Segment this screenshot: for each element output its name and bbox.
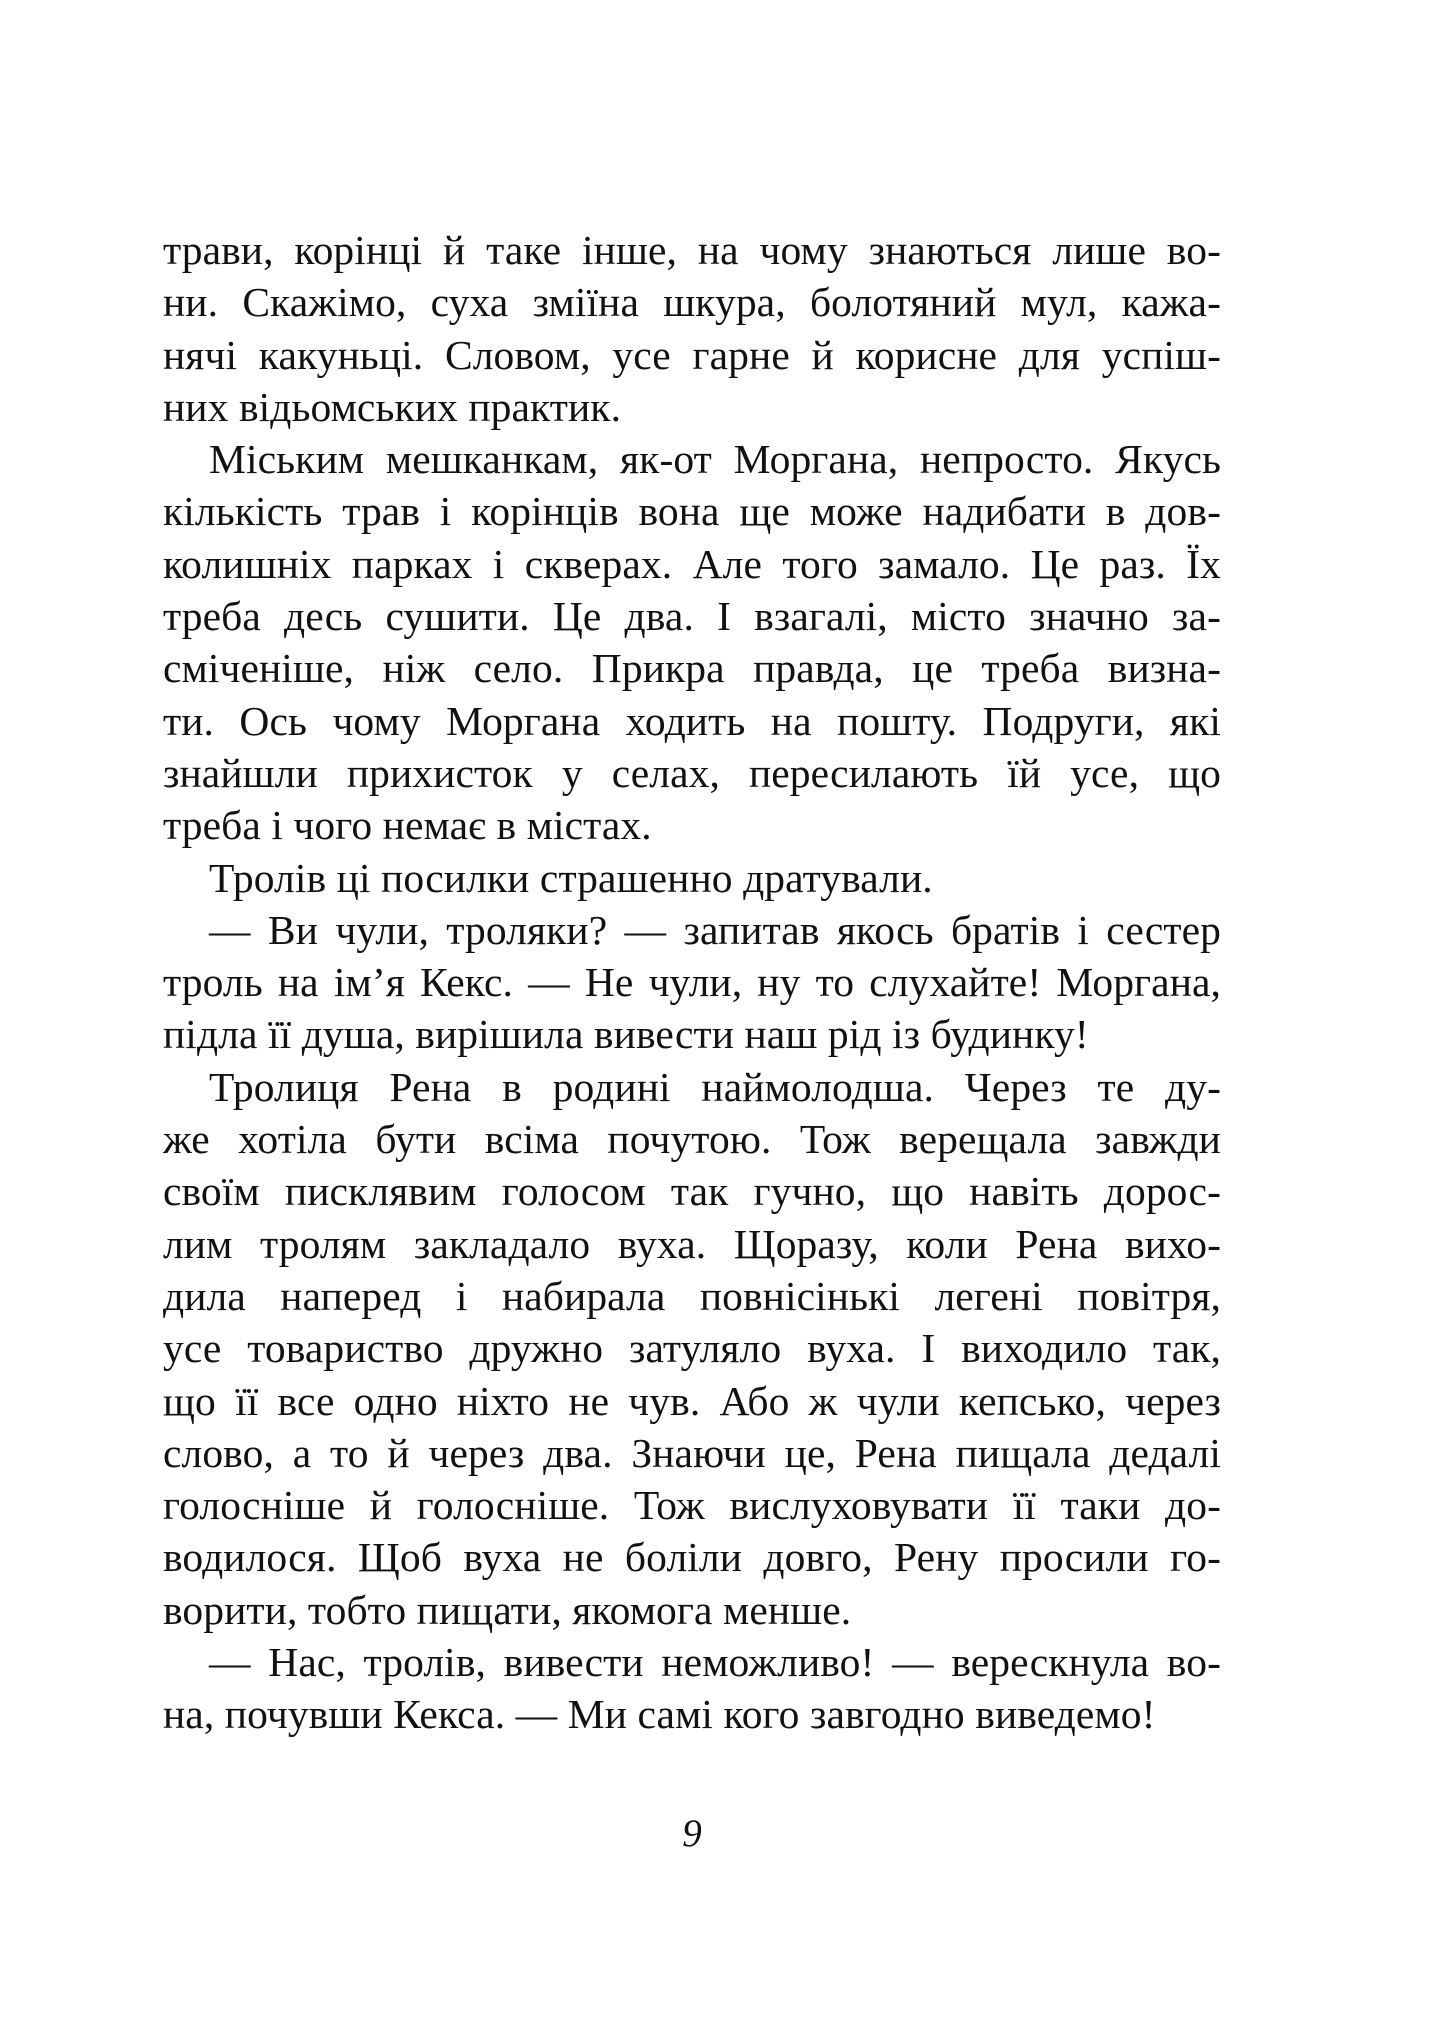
text-line: Міським мешканкам, як-от Моргана, непросто. Якусь bbox=[209, 436, 1221, 483]
text-line: лим тролям закладало вуха. Щоразу, коли Рена вихо- bbox=[163, 1220, 1221, 1267]
text-block bbox=[163, 224, 1221, 1741]
text-line: дила наперед і набирала повнісінькі легені повітря, bbox=[163, 1272, 1221, 1319]
text-line: трави, корінці й таке інше, на чому знаються лише во- bbox=[163, 227, 1221, 273]
text-line: — Нас, тролів, вивести неможливо! — верескнула во- bbox=[209, 1639, 1221, 1686]
text-line: нячі какуньці. Словом, усе гарне й корисне для успіш- bbox=[163, 331, 1221, 378]
text-line: троль на ім’я Кекс. — Не чули, ну то слухайте! Моргана, bbox=[163, 959, 1221, 1006]
text-line: ворити, тобто пищати, якомога менше. bbox=[163, 1586, 852, 1633]
text-line: треба десь сушити. Це два. І взагалі, місто значно за- bbox=[163, 593, 1221, 640]
paragraph bbox=[163, 1636, 1221, 1741]
paragraph bbox=[163, 1061, 1221, 1636]
text-line: же хотіла бути всіма почутою. Тож верещала завжди bbox=[163, 1116, 1221, 1163]
text-line: кількість трав і корінців вона ще може надибати в дов- bbox=[163, 488, 1221, 535]
text-line: Тролів ці посилки страшенно дратували. bbox=[209, 854, 933, 901]
text-line: ни. Скажімо, суха зміїна шкура, болотяний мул, кажа- bbox=[163, 279, 1221, 326]
paragraph bbox=[163, 904, 1221, 1061]
text-line: водилося. Щоб вуха не боліли довго, Рену просили го- bbox=[163, 1534, 1221, 1581]
text-line: — Ви чули, троляки? — запитав якось братів і сестер bbox=[209, 906, 1221, 953]
text-line: підла її душа, вирішила вивести наш рід із будинку! bbox=[163, 1011, 1089, 1058]
text-line: Тролиця Рена в родині наймолодша. Через те ду- bbox=[209, 1063, 1221, 1110]
text-line: знайшли прихисток у селах, пересилають їй усе, що bbox=[163, 749, 1221, 796]
paragraph bbox=[163, 433, 1221, 851]
text-line: що її все одно ніхто не чув. Або ж чули кепсько, через bbox=[163, 1377, 1221, 1424]
text-line: голосніше й голосніше. Тож вислуховувати її таки до- bbox=[163, 1482, 1221, 1529]
text-line: усе товариство дружно затуляло вуха. І виходило так, bbox=[163, 1325, 1221, 1372]
text-line: колишніх парках і скверах. Але того замало. Це раз. Їх bbox=[163, 540, 1221, 587]
text-line: сміченіше, ніж село. Прикра правда, це треба визна- bbox=[163, 645, 1221, 692]
text-line: ти. Ось чому Моргана ходить на пошту. Подруги, які bbox=[163, 697, 1221, 744]
text-line: слово, а то й через два. Знаючи це, Рена пищала дедалі bbox=[163, 1429, 1221, 1476]
text-line: треба і чого немає в містах. bbox=[163, 802, 652, 849]
text-line: на, почувши Кекса. — Ми самі кого завгодно виведемо! bbox=[163, 1691, 1156, 1738]
paragraph bbox=[163, 224, 1221, 433]
text-line: своїм писклявим голосом так гучно, що навіть дорос- bbox=[163, 1168, 1221, 1215]
page-number: 9 bbox=[682, 1812, 702, 1855]
text-line: них відьомських практик. bbox=[163, 383, 622, 430]
paragraph bbox=[163, 852, 1221, 904]
